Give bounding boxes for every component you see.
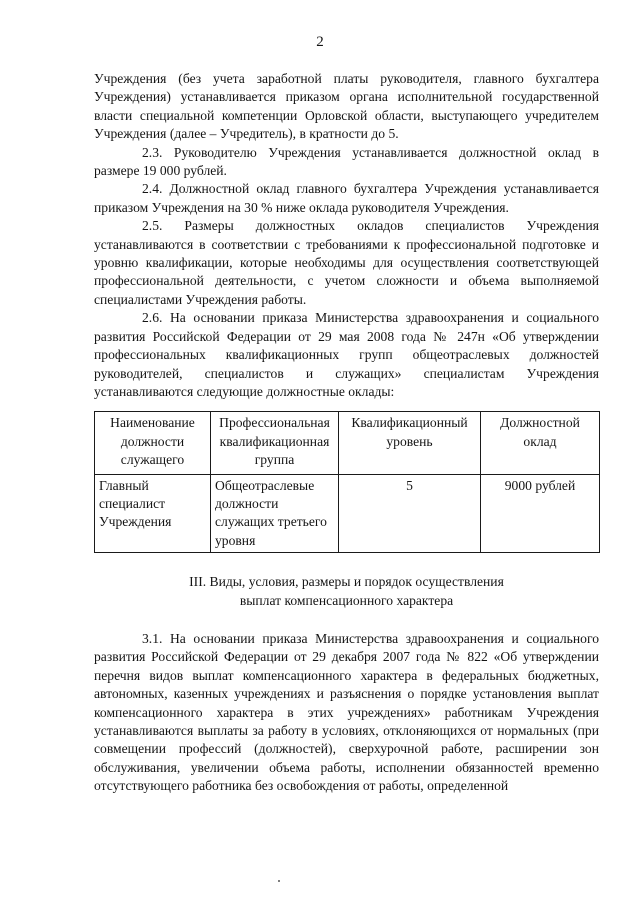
header-level: Квалификационный уровень xyxy=(339,412,481,474)
header-salary: Должностной оклад xyxy=(481,412,600,474)
cell-level: 5 xyxy=(339,474,481,553)
section-heading-line-1: III. Виды, условия, размеры и порядок осуществления xyxy=(189,574,504,590)
header-position: Наименование должности служащего xyxy=(95,412,211,474)
table-header-row xyxy=(95,412,600,474)
paragraph-2-4: 2.4. Должностной оклад главного бухгалтера Учреждения устанавливается приказом Учреждения на 30 % ниже оклада руководителя Учреждения. xyxy=(94,181,599,215)
paragraph-2-6: 2.6. На основании приказа Министерства здравоохранения и социального развития Российской Федерации от 29 мая 2008 года № 247н «Об утверждении профессиональных квалификационных групп общеотраслевых должностей руководителей, специалистов и служащих» специалистам Учреждения устанавливаются следующие должностные оклады: xyxy=(94,310,599,399)
cell-group: Общеотраслевые должности служащих третьего уровня xyxy=(211,474,339,553)
paragraph-2-3: 2.3. Руководителю Учреждения устанавливается должностной оклад в размере 19 000 рублей. xyxy=(94,144,599,179)
document-body xyxy=(94,70,599,796)
scan-dot-mark xyxy=(278,880,280,882)
section-heading xyxy=(94,573,599,610)
page-number: 2 xyxy=(316,34,324,50)
cell-position: Главный специалист Учреждения xyxy=(95,474,211,553)
cell-salary: 9000 рублей xyxy=(481,474,600,553)
paragraph-3-1: 3.1. На основании приказа Министерства здравоохранения и социального развития Российской Федерации от 29 декабря 2007 года № 822 «Об утверждении перечня видов выплат компенсационного характера в федеральных бюджетных, автономных, казенных учреждениях и разъяснения о порядке установления выплат компенсационного характера в этих учреждениях» работникам Учреждения устанавливаются выплаты за работу в условиях, отклоняющихся от нормальных (при совмещении профессий (должностей), сверхурочной работе, расширении зон обслуживания, увеличении объема работы, исполнении обязанностей временно отсутствующего работника без освобождения от работы, определенной xyxy=(94,630,599,794)
paragraph-2-5: 2.5. Размеры должностных окладов специалистов Учреждения устанавливаются в соответствии с требованиями к профессиональной подготовке и уровню квалификации, которые необходимы для осуществления соответствующей профессиональной деятельности, с учетом сложности и объема выполняемой специалистами Учреждения работы. xyxy=(94,218,599,307)
section-heading-line-2: выплат компенсационного характера xyxy=(239,592,454,608)
salary-table xyxy=(94,411,600,553)
header-group: Профессиональная квалификационная группа xyxy=(211,412,339,474)
table-row xyxy=(95,474,600,553)
paragraph-continuation: Учреждения (без учета заработной платы руководителя, главного бухгалтера Учреждения) устанавливается приказом органа исполнительной государственной власти специальной компетенции Орловской области, выступающего учредителем Учреждения (далее – Учредитель), в кратности до 5. xyxy=(94,71,599,142)
